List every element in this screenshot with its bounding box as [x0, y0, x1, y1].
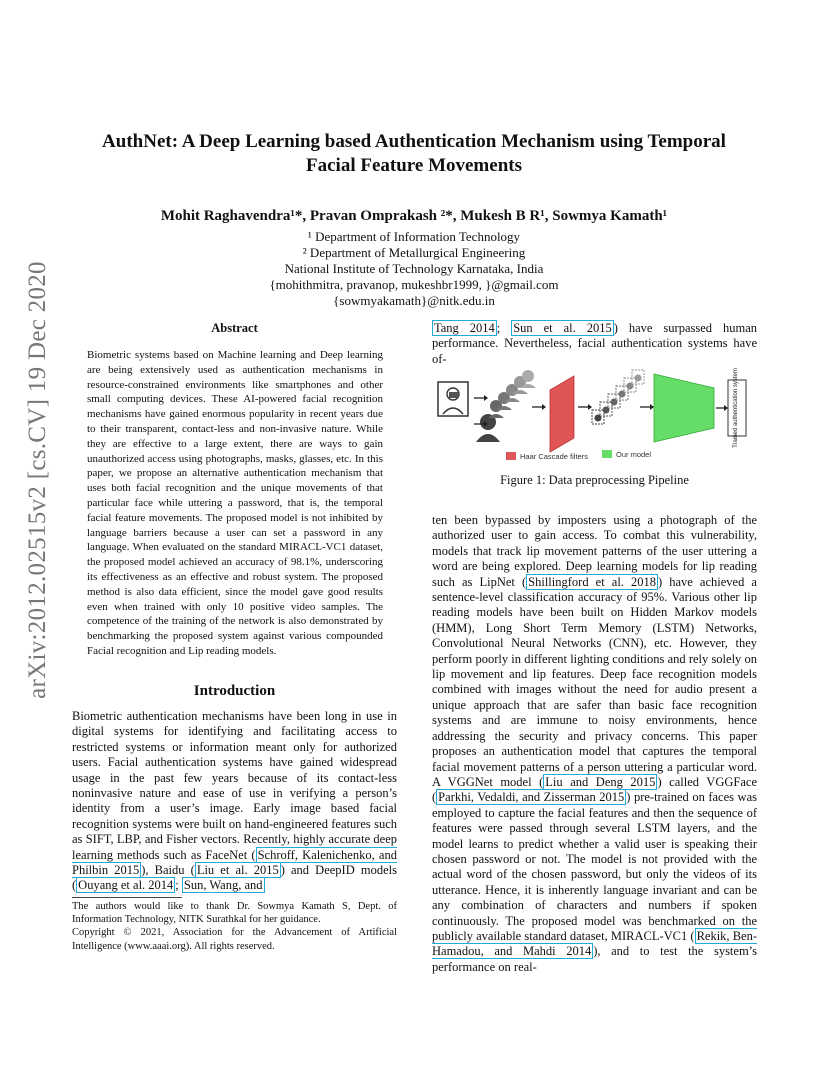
authentication-system-label: Trained authentication system [733, 368, 739, 448]
intro-part-b: ), Baidu ( [141, 863, 195, 878]
arxiv-id: arXiv:2012.02515v2 [cs.CV] 19 Dec 2020 [24, 261, 51, 699]
input-photo-icon [438, 382, 468, 416]
footnote-rule [72, 897, 182, 898]
citation-sun-2015[interactable]: Sun et al. 2015 [513, 321, 612, 335]
right-part-c: ) called VGGFace ( [432, 774, 757, 805]
footnote-acknowledgement: The authors would like to thank Dr. Sowmya Kamath S, Dept. of Information Technology, NITK Surathkal for her guidance. [72, 901, 397, 926]
figure-caption: Figure 1: Data preprocessing Pipeline [500, 473, 689, 487]
intro-part-a: Biometric authentication mechanisms have been long in use in digital systems for identifying and facilitating access to restricted systems or information meant only for authorized users. Facial authentication systems have gained widespread usage in the past few years because of its contact-less noninvasive nature and ease of use in verifying a person’s identity from a user’s image. Early image based facial recognition systems were built on hand-engineered features such as SIFT, LBP, and Fisher vectors. Recently, highly accurate deep learning methods such as FaceNet ( [72, 709, 397, 862]
legend-haar: Haar Cascade filters [520, 452, 588, 461]
right-column-text [432, 513, 757, 975]
pipeline-diagram [432, 362, 757, 467]
citation-parkhi[interactable]: Parkhi, Vedaldi, and Zisserman 2015 [438, 790, 625, 805]
citation-liu-2015[interactable]: Liu et al. 2015 [196, 863, 279, 878]
our-model-block [654, 374, 714, 442]
author-list: Mohit Raghavendra¹*, Pravan Omprakash ²*, Mukesh B R¹, Sowmya Kamath¹ [160, 208, 668, 224]
affiliation-3: National Institute of Technology Karnataka, India [284, 261, 544, 276]
introduction-heading: Introduction [193, 683, 276, 699]
title-line-1: AuthNet: A Deep Learning based Authentication Mechanism using Temporal [102, 131, 726, 152]
right-part-a: ten been bypassed by imposters using a photograph of the authorized user to gain access. To combat this vulnerability, models that track lip movement patterns of the user uttering a word are being explored. Deep learning models for lip reading such as LipNet ( [432, 513, 757, 589]
citation-tang-2014[interactable]: Tang 2014 [434, 321, 495, 335]
citation-schroff[interactable]: Schroff, Kalenichenko, and Philbin 2015 [72, 847, 397, 878]
intro-part-d: ; [175, 878, 182, 893]
pipeline-figure [432, 362, 757, 467]
affiliation-2: ² Department of Metallurgical Engineering [302, 245, 526, 260]
citation-shillingford[interactable]: Shillingford et al. 2018 [528, 574, 656, 589]
title-line-2: Facial Feature Movements [306, 155, 522, 176]
cropped-faces-stack [592, 370, 644, 424]
paper-title [60, 130, 768, 178]
citation-rekik[interactable]: Rekik, Ben-Hamadou, and Mahdi 2014 [432, 928, 757, 959]
footnotes [72, 900, 397, 953]
right-part-e: ), and to test the system’s performance on real- [432, 944, 758, 974]
legend-red-swatch [506, 452, 516, 460]
right-top-sep: ; [496, 321, 512, 335]
abstract-text: Biometric systems based on Machine learning and Deep learning are being extensively used as authentication mechanisms in resource-constrained environments like smartphones and other small computing devices. These AI-powered facial recognition mechanisms have gained enormous popularity in recent years due to their transparent, contact-less and non-invasive nature. While they are effective to a large extent, there are ways to gain unauthorized access using photographs, masks, glasses, etc. In this paper, we propose an alternative authentication mechanism that uses both facial recognition and the unique movements of that particular face while uttering a password, that is, the temporal facial feature movements. The proposed model is not inhibited by language barriers because a user can set a password in any language. When evaluated on the standard MIRACL-VC1 dataset, the proposed model achieved an accuracy of 98.1%, underscoring its effectiveness as an effective and robust system. The proposed method is also data efficient, since the model gave good results even when trained with only 10 positive video samples. The competence of the training of the network is also demonstrated by benchmarking the proposed system against various compounded Facial recognition and Lip reading models. [87, 349, 383, 657]
citation-liu-deng[interactable]: Liu and Deng 2015 [545, 774, 656, 789]
email-1: {mohithmitra, pravanop, mukeshbr1999, }@gmail.com [269, 277, 559, 292]
legend-our-model: Our model [616, 450, 652, 459]
right-part-d: ) pre-trained on faces was employed to capture the facial features and then the sequence of features were passed through several LSTM layers, and the model learns to predict whether a valid user is speaking their chosen password or not. The model is not provided with the actual word of the chosen password, but only the videos of its utterance. Hence, it is inherently language invariant and can be any combination of characters and numbers if spoken continuously. The proposed model was benchmarked on the publicly available standard dataset, MIRACL-VC1 ( [432, 790, 757, 943]
legend-green-swatch [602, 450, 612, 458]
right-top-text: ) have surpassed human performance. Nevertheless, facial authentication systems have of- [432, 321, 757, 366]
input-person-icon [476, 414, 500, 442]
right-part-b: ) have achieved a sentence-level classification accuracy of 95%. Various other lip reading models have been built on Hidden Markov models (HMM), Long Short Term Memory (LSTM) Networks, Convolutional Neural Networks (CNN), etc. However, they perform poorly in different lighting conditions and rely solely on lip movement and lip features. Deep face recognition models combined with images without the need for audio present a unique approach that are safer than basic face recognition systems and are immune to noisy environments, hence addressing the security and privacy concerns. This paper proposes an authentication model that captures the temporal facial movement patterns of a person uttering a particular word. A VGGNet model ( [432, 574, 757, 789]
footnote-copyright: Copyright © 2021, Association for the Advancement of Artificial Intelligence (www.aaai.org). All rights reserved. [72, 927, 397, 952]
right-column-top-text [432, 321, 757, 367]
citation-ouyang[interactable]: Ouyang et al. 2014 [78, 878, 174, 893]
citation-sun-wang[interactable]: Sun, Wang, and [183, 878, 263, 893]
haar-cascade-block [550, 376, 574, 452]
affiliation-1: ¹ Department of Information Technology [307, 229, 521, 244]
affiliations [60, 229, 768, 309]
abstract-heading: Abstract [211, 321, 258, 335]
email-2: {sowmyakamath}@nitk.edu.in [333, 293, 495, 308]
intro-part-c: ) and DeepID models ( [72, 863, 397, 893]
face-frames-stack [488, 370, 536, 418]
introduction-text [72, 709, 397, 894]
